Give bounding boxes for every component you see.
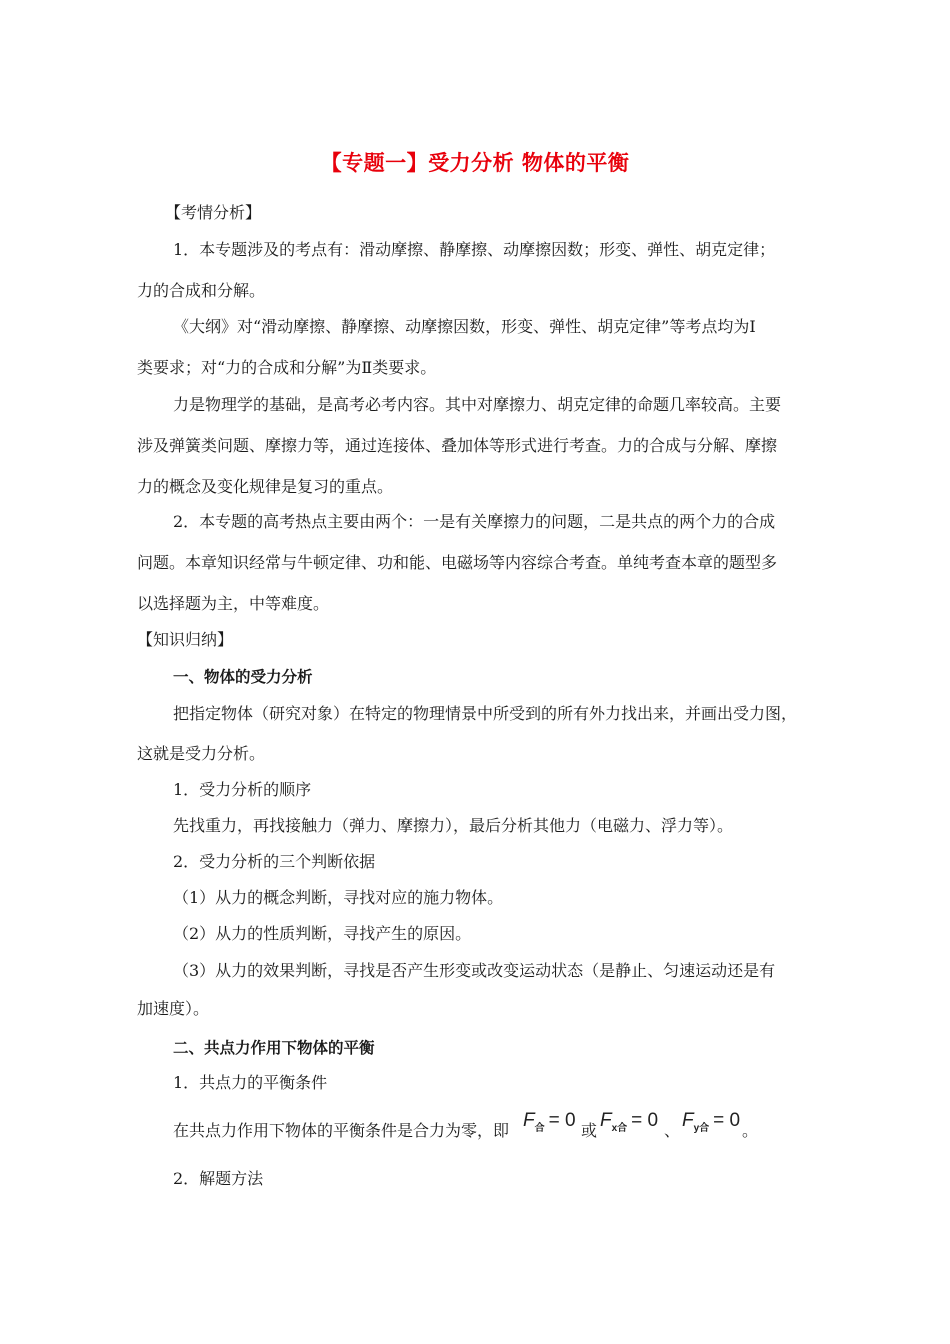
paragraph-line: 这就是受力分析。 [137, 744, 266, 763]
paragraph-line: 涉及弹簧类问题、摩擦力等，通过连接体、叠加体等形式进行考查。力的合成与分解、摩擦 [137, 436, 778, 455]
paragraph-line: 或 [581, 1121, 598, 1140]
list-item: （3）从力的效果判断，寻找是否产生形变或改变运动状态（是静止、匀速运动还是有 [173, 961, 776, 980]
paragraph-line: 1．本专题涉及的考点有：滑动摩擦、静摩擦、动摩擦因数；形变、弹性、胡克定律； [173, 240, 776, 259]
paragraph-line: 先找重力，再找接触力（弹力、摩擦力），最后分析其他力（电磁力、浮力等）。 [173, 816, 734, 835]
section-heading-zhishi: 【知识归纳】 [137, 630, 234, 649]
formula-net-force-y: $F_{y合} = 0$ [682, 1110, 741, 1134]
list-item: 加速度）。 [137, 999, 210, 1018]
page-title: 【专题一】受力分析 物体的平衡 [320, 151, 630, 175]
formula-net-force: $F_合 = 0$ [523, 1110, 576, 1134]
paragraph-line: 以选择题为主，中等难度。 [137, 594, 330, 613]
list-item: （1）从力的概念判断，寻找对应的施力物体。 [173, 888, 504, 907]
paragraph-line: 力是物理学的基础，是高考必考内容。其中对摩擦力、胡克定律的命题几率较高。主要 [173, 395, 782, 414]
subheading: 2．受力分析的三个判断依据 [173, 852, 376, 871]
paragraph-line: 《大纲》对“滑动摩擦、静摩擦、动摩擦因数，形变、弹性、胡克定律”等考点均为Ⅰ [173, 317, 756, 336]
paragraph-line: 。 [742, 1121, 759, 1140]
paragraph-line: 2．本专题的高考热点主要由两个：一是有关摩擦力的问题，二是共点的两个力的合成 [173, 512, 776, 531]
paragraph-line: 力的概念及变化规律是复习的重点。 [137, 477, 394, 496]
subheading: 1．共点力的平衡条件 [173, 1073, 328, 1092]
section-heading-kaoqing: 【考情分析】 [165, 203, 262, 222]
paragraph-line: 把指定物体（研究对象）在特定的物理情景中所受到的所有外力找出来，并画出受力图， [173, 704, 798, 723]
paragraph-line: 、 [664, 1121, 681, 1140]
paragraph-line: 在共点力作用下物体的平衡条件是合力为零，即 [173, 1121, 510, 1140]
subheading: 2．解题方法 [173, 1169, 264, 1188]
paragraph-line: 力的合成和分解。 [137, 281, 266, 300]
formula-net-force-x: $F_{x合} = 0$ [600, 1110, 659, 1134]
list-item: （2）从力的性质判断，寻找产生的原因。 [173, 924, 472, 943]
paragraph-line: 问题。本章知识经常与牛顿定律、功和能、电磁场等内容综合考查。单纯考查本章的题型多 [137, 553, 778, 572]
heading-2: 二、共点力作用下物体的平衡 [173, 1039, 375, 1057]
subheading: 1．受力分析的顺序 [173, 780, 312, 799]
heading-1: 一、物体的受力分析 [173, 668, 313, 686]
paragraph-line: 类要求；对“力的合成和分解”为Ⅱ类要求。 [137, 358, 437, 377]
